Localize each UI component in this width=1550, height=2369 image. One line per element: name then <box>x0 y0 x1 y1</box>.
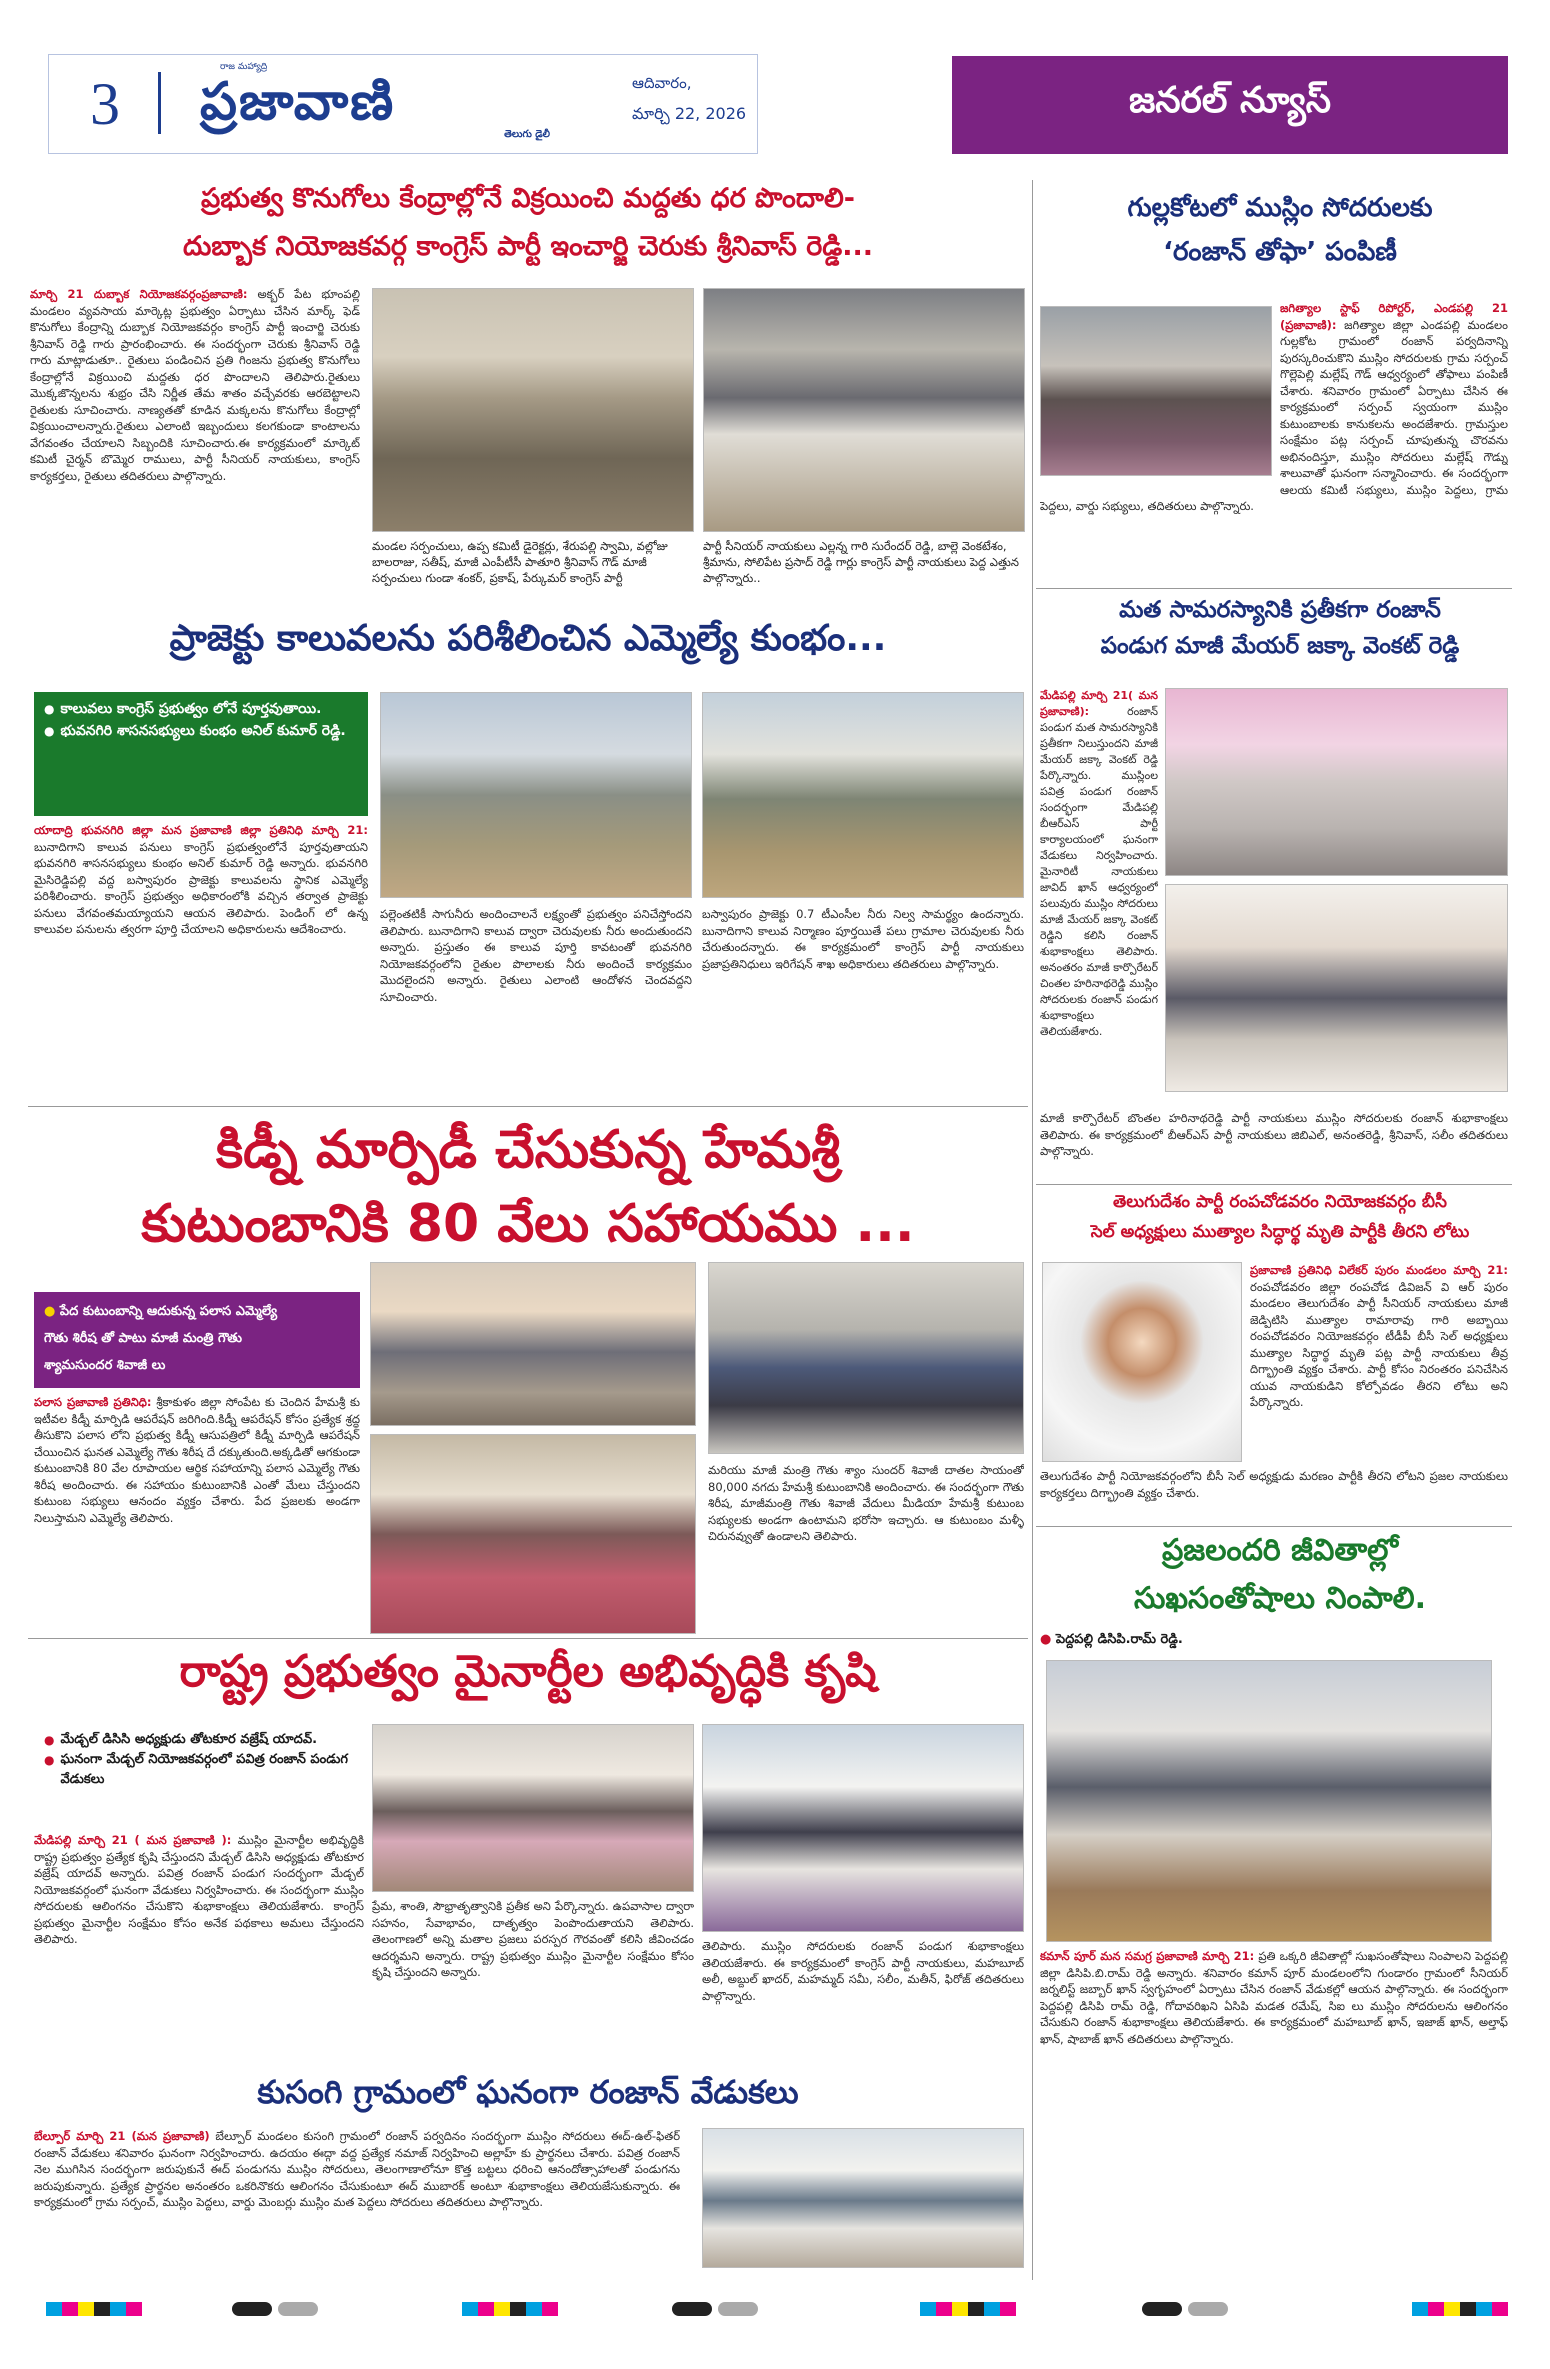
hemasri-caption: మరియు మాజీ మంత్రి గౌతు శ్యాం సుందర్ శివాజీ దాతల సాయంతో 80,000 నగదు హేమశ్రీ కుటుంబానికి అందించారు. ఈ సందర్భంగా గౌతు శిరీష, మాజీమంత్రి గౌతు శివాజీ వేదులు మీడియా హేమశ్రీ కుటుంబ సభ్యులకు అండగా ఉంటామని భరోసా ఇచ్చారు. ఆ కుటుంబం మళ్ళీ చిరునవ్వుతో ఉండాలని తెలిపారు. <box>708 1463 1024 1543</box>
tdp-body <box>1250 1262 1508 1462</box>
section-title: జనరల్ న్యూస్ <box>1128 80 1332 121</box>
registration-strip <box>672 2302 758 2316</box>
ram-byline-text: పెద్దపల్లి డిసిపి.రామ్ రెడ్డి. <box>1055 1632 1183 1647</box>
gullakota-headline-1: గుల్లకోటలో ముస్లిం సోదరులకు <box>1127 193 1433 223</box>
jakka-lead: మేడిపల్లి మార్చి 21( మన ప్రజావాణి): <box>1040 689 1158 718</box>
row-rule <box>1036 588 1512 589</box>
ram-byline: ● పెద్దపల్లి డిసిపి.రామ్ రెడ్డి. <box>1040 1632 1183 1647</box>
hemasri-banner-text: పేద కుటుంబాన్ని ఆదుకున్న పలాస ఎమ్మెల్యే <box>59 1304 278 1319</box>
minority-bullet: ● మేడ్చల్ డిసిసి అధ్యక్షుడు తోటకూర వజ్రేష్ యాదవ్. <box>44 1730 354 1750</box>
row-rule <box>1036 1184 1512 1185</box>
minority-photo-2 <box>702 1724 1024 1932</box>
row-rule <box>28 1638 1028 1639</box>
kumbham-lead: యాదాద్రి భువనగిరి జిల్లా మన ప్రజావాణి జిల్లా ప్రతినిధి మార్చి 21: <box>34 823 368 837</box>
logo <box>200 62 580 150</box>
dubbaka-headline-1: ప్రభుత్వ కొనుగోలు కేంద్రాల్లోనే విక్రయించి మద్దతు ధర పొందాలి- <box>201 183 855 214</box>
tdp-headline-1: తెలుగుదేశం పార్టీ రంపచోడవరం నియోజకవర్గం బీసీ <box>1113 1192 1447 1212</box>
hemasri-body <box>34 1394 360 1632</box>
hemasri-banner <box>34 1292 360 1388</box>
tdp-text: రంపచోడవరం జిల్లా రంపచోడ డివిజన్ వి ఆర్ పురం మండలం తెలుగుదేశం పార్టీ సీనియర్ నాయకులు మాజీ జెడ్పిటిసి ముత్యాల రామారావు గారి అబ్బాయి రంపచోడవరం నియోజకవర్గం టీడీపీ బీసీ సెల్ అధ్యక్షులు ముత్యాల సిద్ధార్థ మృతి పట్ల పార్టీ నాయకులు తీవ్ర దిగ్భ్రాంతి వ్యక్తం చేశారు. పార్టీ కోసం నిరంతరం పనిచేసిన యువ నాయకుడిని కోల్పోవడం తీరని లోటు అని పేర్కొన్నారు. <box>1250 1279 1508 1409</box>
kumbham-photo-2 <box>702 692 1024 898</box>
dubbaka-photo-2 <box>703 288 1025 532</box>
kumbham-bullets <box>34 692 368 816</box>
gullakota-text: జగిత్యాల జిల్లా ఎండపల్లి మండలం గుల్లకోట గ్రామంలో రంజాన్ పర్వదినాన్ని పురస్కరించుకొని ముస్లిం సోదరులకు గ్రామ సర్పంచ్ గొల్లెపెల్లి మల్లేష్ గౌడ్ ఆధ్వర్యంలో తోఫాలు పంపిణీ చేశారు. శనివారం గ్రామంలో ఏర్పాటు చేసిన ఈ కార్యక్రమంలో సర్పంచ్ స్వయంగా ముస్లిం కుటుంబాలకు కానుకలను అందజేశారు. గ్రామస్తుల సంక్షేమం పట్ల సర్పంచ్ చూపుతున్న చొరవను అభినందిస్తూ, ముస్లిం సోదరులు మల్లేష్ గౌడ్ను శాలువాతో ఘనంగా సన్మానించారు. ఈ సందర్భంగా ఆలయ కమిటీ సభ్యులు, ముస్లిం పెద్దలు, గ్రామ పెద్దలు, వార్డు సభ్యులు, తదితరులు పాల్గొన్నారు. <box>1040 317 1508 513</box>
ram-body <box>1040 1948 1508 2148</box>
ram-photo <box>1046 1660 1492 1942</box>
jakka-headline-1: మత సామరస్యానికి ప్రతీకగా రంజాన్ <box>1119 597 1441 623</box>
tdp-photo <box>1042 1262 1242 1462</box>
gullakota-lead: జగిత్యాల స్టాఫ్ రిపోర్టర్, ఎండపల్లి 21 (ప్రజావాణి): <box>1280 301 1508 332</box>
gullakota-body <box>1040 300 1508 608</box>
minority-body-2: ప్రేమ, శాంతి, సౌభ్రాతృత్వానికి ప్రతీక అని పేర్కొన్నారు. ఉపవాసాల ద్వారా సహనం, సేవాభావం, దాతృత్వం పెంపొందుతాయని తెలిపారు. తెలంగాణలో అన్ని మతాల ప్రజలు పరస్పర గౌరవంతో కలిసి జీవించడం ఆదర్శమని అన్నారు. రాష్ట్ర ప్రభుత్వం ముస్లిం మైనార్టీల సంక్షేమం కోసం కృషి చేస్తుందని అన్నారు. <box>372 1899 694 1979</box>
jakka-headline-2: పండుగ మాజీ మేయర్ జక్కా వెంకట్ రెడ్డి <box>1100 633 1460 659</box>
tdp-headline-2: సెల్ అధ్యక్షులు ముత్యాల సిద్ధార్థ మృతి పార్టీకి తీరని లోటు <box>1090 1222 1470 1242</box>
kusangi-lead: బేల్పూర్ మార్చి 21 (మన ప్రజావాణి) <box>34 2129 210 2143</box>
kusangi-text: బేల్పూర్ మండలం కుసంగి గ్రామంలో రంజాన్ పర్వదినం సందర్భంగా ముస్లిం సోదరులు ఈద్-ఉల్-ఫితర్ రంజాన్ వేడుకలు శనివారం ఘనంగా నిర్వహించారు. ఉదయం ఈద్గా వద్ద ప్రత్యేక నమాజ్ నిర్వహించి అల్లాహ్ కు ప్రార్థనలు చేశారు. పవిత్ర రంజాన్ నెల ముగిసిన సందర్భంగా జరుపుకునే ఈద్ పండుగను ముస్లిం సోదరులు, తెలంగాణాలోనూ కొత్త బట్టలు ధరించి ఆనందోత్సాహాలతో పండుగను జరుపుకున్నారు. ప్రత్యేక ప్రార్థనల అనంతరం ఒకరినొకరు ఆలింగనం చేసుకుంటూ ఈద్ ముబారక్ అంటూ శుభాకాంక్షలు తెలియజేసుకున్నారు. ఈ కార్యక్రమంలో గ్రామ సర్పంచ్, ముస్లిం పెద్దలు, వార్డు మెంబర్లు ముస్లిం మత పెద్దలు సోదరులు తదితరులు పాల్గొన్నారు. <box>34 2129 681 2209</box>
hemasri-photo-2 <box>708 1262 1024 1454</box>
dubbaka-text: అక్బర్ పేట భూంపల్లి మండలం వ్యవసాయ మార్కెట్ల ప్రభుత్వం ఏర్పాటు చేసిన మార్క్ ఫెడ్ కొనుగోలు కేంద్రాన్ని దుబ్బాక నియోజకవర్గం కాంగ్రెస్ పార్టీ ఇంచార్జి చెరుకు శ్రీనివాస్ రెడ్డి గారు ప్రారంభించారు. ఈ సందర్భంగా చెరుకు శ్రీనివాస్ రెడ్డి గారు మాట్లాడుతూ.. రైతులు పండించిన ప్రతి గింజను ప్రభుత్వ కొనుగోలు కేంద్రాల్లోనే విక్రయించి మద్దతు ధర పొందాలని తెలిపారు.రైతులు మొక్కజొన్నలను శుభ్రం చేసి నిర్ణీత తేమ శాతం వచ్చేవరకు ఆరబెట్టాలని రైతులకు సూచించారు. నాణ్యతతో కూడిన మక్కలను కొనుగోలు కేంద్రాల్లో విక్రయించాలన్నారు.రైతులు ఎలాంటి ఇబ్బందులు కలగకుండా కాంటాలను వేగవంతం చేయాలని సిబ్బందికి సూచించారు.ఈ కార్యక్రమంలో మార్కెట్ కమిటీ చైర్మన్ బొమ్మెర రాములు, పార్టీ సీనియర్ నాయకులు, కాంగ్రెస్ కార్యకర్తలు, రైతులు తదితరులు పాల్గొన్నారు. <box>30 287 360 483</box>
hemasri-text: శ్రీకాకుళం జిల్లా సోంపేట కు చెందిన హేమశ్రీ కు ఇటీవల కిడ్నీ మార్పిడి ఆపరేషన్ జరిగింది.కిడ్నీ ఆపరేషన్ కోసం ప్రత్యేక శ్రద్ధ తీసుకొని పలాస లోని ప్రభుత్వ కిడ్నీ ఆసుపత్రిలో కిడ్నీ మార్పిడి ఆపరేషన్ చేయించిన ఘనత ఎమ్మెల్యే గౌతు శిరీష దే దక్కుతుంది.అక్కడితో ఆగకుండా కుటుంబానికి 80 వేల రూపాయల ఆర్థిక సహాయాన్ని పలాస ఎమ్మెల్యే గౌతు శిరీష అందించారు. ఈ సహాయం కుటుంబానికి ఎంతో మేలు చేస్తుందని కుటుంబ సభ్యులు ఆనందం వ్యక్తం చేశారు. పేద ప్రజలకు అండగా నిలుస్తామని ఎమ్మెల్యే తెలిపారు. <box>34 1395 360 1525</box>
tdp-lead: ప్రజావాణి ప్రతినిధి విలేకర్ పురం మండలం మార్చి 21: <box>1250 1263 1508 1277</box>
hemasri-photo-1 <box>370 1262 696 1426</box>
jakka-body <box>1040 688 1158 1108</box>
minority-headline: రాష్ట్ర ప్రభుత్వం మైనార్టీల అభివృద్ధికి కృషి <box>179 1646 877 1697</box>
kumbham-body-3: బస్వాపురం ప్రాజెక్టు 0.7 టీఎంసీల నీరు నిల్వ సామర్థ్యం ఉందన్నారు. బునాదిగాని కాలువ నిర్మాణం పూర్తయితే పలు గ్రామాల చెరువులకు నీరు చేరుతుందన్నారు. ఈ కార్యక్రమంలో కాంగ్రెస్ పార్టీ నాయకులు ప్రజాప్రతినిధులు ఇరిగేషన్ శాఖ అధికారులు తదితరులు పాల్గొన్నారు. <box>702 907 1024 971</box>
ram-headline-1: ప్రజలందరి జీవితాల్లో <box>1161 1533 1399 1568</box>
kumbham-bullet: ● కాలువలు కాంగ్రెస్ ప్రభుత్వం లోనే పూర్తవుతాయి. <box>44 698 358 720</box>
registration-strip <box>46 2302 142 2316</box>
kusangi-photo <box>702 2128 1024 2268</box>
minority-photo-1 <box>372 1724 694 1892</box>
row-rule <box>28 1106 1028 1107</box>
hemasri-photo-3 <box>370 1434 696 1634</box>
section-banner <box>952 56 1508 154</box>
gullakota-headline-2: ‘రంజాన్ తోఫా’ పంపిణీ <box>1163 237 1397 267</box>
hemasri-banner-line: గౌతు శిరీష తో పాటు మాజీ మంత్రి గౌతు <box>44 1331 243 1346</box>
dubbaka-caption-1: మండల సర్పంచులు, ఉప్ప కమిటీ డైరెక్టర్లు, శేరుపల్లి స్వామి, వల్లోజు బాలరాజు, సతీష్, మాజీ ఎంపీటీసీ పాతూరి శ్రీనివాస్ గౌడ్ మాజీ సర్పంచులు గుండా శంకర్, ప్రకాష్, పేర్కుమర్ కాంగ్రెస్ పార్టీ <box>372 539 668 585</box>
kumbham-bullet-text: కాలువలు కాంగ్రెస్ ప్రభుత్వం లోనే పూర్తవుతాయి. <box>60 701 322 717</box>
dubbaka-photo-1 <box>372 288 694 532</box>
ram-text: ప్రతి ఒక్కరి జీవితాల్లో సుఖసంతోషాలు నింపాలని పెద్దపల్లి జిల్లా డిసిపి.బి.రామ్ రెడ్డి అన్నారు. శనివారం కమాన్ పూర్ మండలంలోని గుండారం గ్రామంలో సీనియర్ జర్నలిస్ట్ జబ్బార్ ఖాన్ స్వగృహంలో ఏర్పాటు చేసిన రంజాన్ వేడుకల్లో ఆయన పాల్గొన్నారు. ఈ సందర్భంగా పెద్దపల్లి డిసిపి రామ్ రెడ్డి, గోదావరిఖని ఏసిపి మడత రమేష్, సిఐ లు ముస్లిం సోదరులను ఆలింగనం చేసుకుని రంజాన్ శుభాకాంక్షలు తెలియజేశారు. ఈ కార్యక్రమంలో మహబూబ్ ఖాన్, ఇజాజ్ ఖాన్, అల్తాఫ్ ఖాన్, షాబాజ్ ఖాన్ తదితరులు పాల్గొన్నారు. <box>1040 1949 1508 2046</box>
row-rule <box>1036 1526 1512 1527</box>
kumbham-text: బునాదిగాని కాలువ పనులు కాంగ్రెస్ ప్రభుత్వంలోనే పూర్తవుతాయని భువనగిరి శాసనసభ్యులు కుంభం అనిల్ కుమార్ రెడ్డి అన్నారు. భువనగిరి మైసిరెడ్డిపల్లి వద్ద బస్వాపురం ప్రాజెక్టు కాలువలను స్థానిక ఎమ్మెల్యే పరిశీలించారు. కాంగ్రెస్ ప్రభుత్వం అధికారంలోకి వచ్చిన తర్వాత ప్రాజెక్టు పనులు వేగవంతమయ్యాయని ఆయన తెలిపారు. పెండింగ్ లో ఉన్న కాలువల పనులను త్వరగా పూర్తి చేయాలని అధికారులను ఆదేశించారు. <box>34 839 368 936</box>
dubbaka-caption-2: పార్టీ సీనియర్ నాయకులు ఎల్లన్న గారి సురేందర్ రెడ్డి, బాల్లె వెంకటేశం, శ్రీమాను, సోలిపేట ప్రసాద్ రెడ్డి గార్లు కాంగ్రెస్ పార్టీ నాయకులు పెద్ద ఎత్తున పాల్గొన్నారు.. <box>703 539 1019 585</box>
kumbham-body-2: పల్లెంతటికీ సాగునీరు అందించాలనే లక్ష్యంతో ప్రభుత్వం పనిచేస్తోందని తెలిపారు. బునాదిగాని కాలువ ద్వారా చెరువులకు నీరు అందుతుందని అన్నారు. ప్రస్తుతం ఈ కాలువ పూర్తి కావటంతో భువనగిరి నియోజకవర్గంలోని రైతుల పొలాలకు నీరు అందించే కార్యక్రమం మొదలైందని అన్నారు. రైతులు ఎలాంటి ఆందోళన చెందవద్దని సూచించారు. <box>380 907 692 1004</box>
registration-strip <box>920 2302 1016 2316</box>
hemasri-banner-line: శ్యామసుందర శివాజీ లు <box>44 1358 166 1373</box>
minority-body <box>34 1832 364 2066</box>
registration-strip <box>232 2302 318 2316</box>
masthead-day: ఆదివారం, <box>632 74 692 92</box>
minority-lead: మేడిపల్లి మార్చి 21 ( మన ప్రజావాణి ): <box>34 1833 232 1847</box>
kumbham-body-1 <box>34 822 368 1102</box>
minority-bullets <box>34 1724 364 1830</box>
dubbaka-lead: మార్చి 21 దుబ్బాక నియోజకవర్గంప్రజావాణి: <box>30 287 248 301</box>
logo-text: ప్రజావాణి <box>200 72 396 132</box>
logo-sub: తెలుగు డైలీ <box>504 129 550 140</box>
minority-bullet: ● ఘనంగా మేడ్చల్ నియోజకవర్గంలో పవిత్ర రంజాన్ పండుగ వేడుకలు <box>44 1750 354 1790</box>
hemasri-headline-2: కుటుంబానికి 80 వేలు సహాయము ... <box>141 1194 915 1254</box>
jakka-photo-2 <box>1165 884 1508 1092</box>
logo-tag: రాజ మహ్యాద్రి <box>220 62 268 72</box>
tdp-body-2: తెలుగుదేశం పార్టీ నియోజకవర్గంలోని బీసీ సెల్ అధ్యక్షుడు మరణం పార్టీకి తీరని లోటని ప్రజల నాయకులు కార్యకర్తలు దిగ్భ్రాంతి వ్యక్తం చేశారు. <box>1040 1469 1508 1500</box>
column-rule <box>1032 180 1033 2280</box>
minority-bullet-text: మేడ్చల్ డిసిసి అధ్యక్షుడు తోటకూర వజ్రేష్ యాదవ్. <box>60 1732 318 1747</box>
jakka-text: రంజాన్ పండుగ మత సామరస్యానికి ప్రతీకగా నిలుస్తుందని మాజీ మేయర్ జక్కా వెంకట్ రెడ్డి పేర్కొన్నారు. ముస్లింల పవిత్ర పండుగ రంజాన్ సందర్భంగా మేడిపల్లి బీఆర్ఎస్ పార్టీ కార్యాలయంలో ఘనంగా వేడుకలు నిర్వహించారు. మైనారిటీ నాయకులు జావిద్ ఖాన్ ఆధ్వర్యంలో పలువురు ముస్లిం సోదరులు మాజీ మేయర్ జక్కా వెంకట్ రెడ్డిని కలిసి రంజాన్ శుభాకాంక్షలు తెలిపారు. అనంతరం మాజీ కార్పొరేటర్ చింతల హరినాథరెడ్డి ముస్లిం సోదరులకు రంజాన్ పండుగ శుభాకాంక్షలు తెలియజేశారు. <box>1040 705 1158 1038</box>
hemasri-lead: పలాస ప్రజావాణి ప్రతినిధి: <box>34 1395 152 1409</box>
minority-text: ముస్లిం మైనార్టీల అభివృద్ధికి రాష్ట్ర ప్రభుత్వం ప్రత్యేక కృషి చేస్తుందని మేడ్చల్ డిసిసి అధ్యక్షుడు తోటకూర వజ్రేష్ యాదవ్ అన్నారు. పవిత్ర రంజాన్ పండుగ సందర్భంగా మేడ్చల్ నియోజకవర్గంలో ఘనంగా వేడుకలు నిర్వహించారు. ఈ సందర్భంగా ముస్లిం సోదరులకు ఆలింగనం చేసుకొని శుభాకాంక్షలు తెలియజేశారు. కాంగ్రెస్ ప్రభుత్వం మైనార్టీల సంక్షేమం కోసం అనేక పథకాలు అమలు చేస్తుందని తెలిపారు. <box>34 1833 364 1946</box>
kusangi-headline: కుసంగి గ్రామంలో ఘనంగా రంజాన్ వేడుకలు <box>257 2073 799 2111</box>
registration-strip <box>1142 2302 1228 2316</box>
ram-lead: కమాన్ పూర్ మన సమగ్ర ప్రజావాణి మార్చి 21: <box>1040 1949 1255 1963</box>
dubbaka-body <box>30 286 360 586</box>
minority-bullet-text: ఘనంగా మేడ్చల్ నియోజకవర్గంలో పవిత్ర రంజాన్ పండుగ వేడుకలు <box>60 1752 348 1787</box>
kumbham-bullet: ● భువనగిరి శాసనసభ్యులు కుంభం అనిల్ కుమార్ రెడ్డి. <box>44 720 358 742</box>
hemasri-banner-line: ● పేద కుటుంబాన్ని ఆదుకున్న పలాస ఎమ్మెల్యే <box>44 1304 278 1319</box>
masthead-date: మార్చి 22, 2026 <box>632 104 747 123</box>
registration-strip <box>462 2302 558 2316</box>
dubbaka-headline-2: దుబ్బాక నియోజకవర్గ కాంగ్రెస్ పార్టీ ఇంచార్జి చెరుకు శ్రీనివాస్ రెడ్డి... <box>182 231 874 262</box>
ram-headline-2: సుఖసంతోషాలు నింపాలి. <box>1133 1581 1427 1616</box>
kumbham-headline: ప్రాజెక్టు కాలువలను పరిశీలించిన ఎమ్మెల్యే కుంభం... <box>169 618 887 659</box>
registration-strip <box>1412 2302 1508 2316</box>
page-number: 3 <box>90 71 120 137</box>
kumbham-bullet-text: భువనగిరి శాసనసభ్యులు కుంభం అనిల్ కుమార్ రెడ్డి. <box>60 723 346 739</box>
hemasri-headline-1: కిడ్నీ మార్పిడీ చేసుకున్న హేమశ్రీ <box>215 1120 841 1180</box>
minority-body-3: తెలిపారు. ముస్లిం సోదరులకు రంజాన్ పండుగ శుభాకాంక్షలు తెలియజేశారు. ఈ కార్యక్రమంలో కాంగ్రెస్ పార్టీ నాయకులు, మహబూబ్ అలీ, అబ్దుల్ ఖాదర్, మహమ్మద్ సమీ, సలీం, మతీన్, ఫిరోజ్ తదితరులు పాల్గొన్నారు. <box>702 1939 1024 2003</box>
divider <box>158 72 161 134</box>
jakka-photo-1 <box>1165 688 1508 876</box>
kumbham-photo-1 <box>380 692 692 898</box>
jakka-body-2: మాజీ కార్పొరేటర్ బొంతల హరినాథరెడ్డి పార్టీ నాయకులు ముస్లిం సోదరులకు రంజాన్ శుభాకాంక్షలు తెలిపారు. ఈ కార్యక్రమంలో బీఆర్ఎస్ పార్టీ నాయకులు జిబిఎల్, అనంతరెడ్డి, శ్రీనివాస్, సలీం తదితరులు పాల్గొన్నారు. <box>1040 1111 1508 1158</box>
